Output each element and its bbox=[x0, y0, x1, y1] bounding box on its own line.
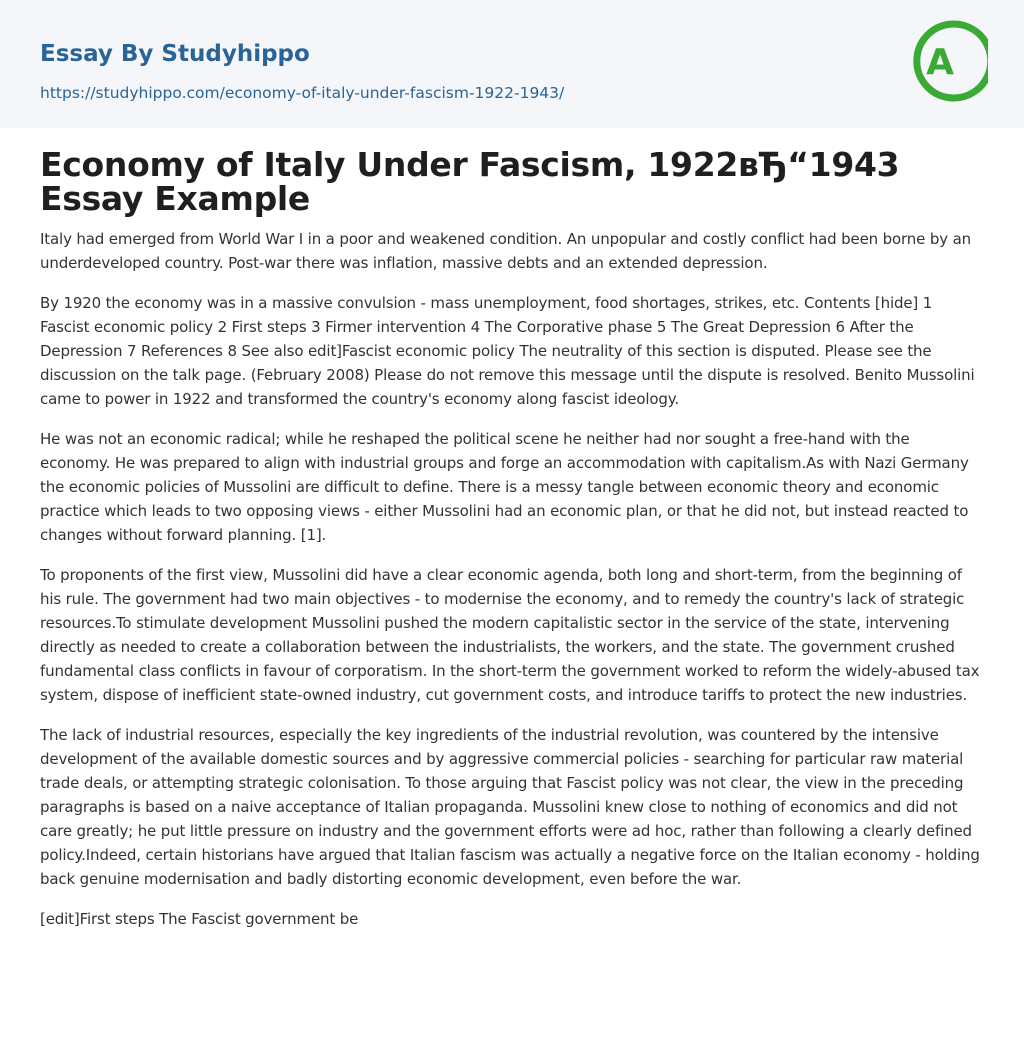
site-header bbox=[0, 0, 1024, 128]
logo-letter: A bbox=[926, 42, 954, 83]
source-url-link[interactable]: https://studyhippo.com/economy-of-italy-under-fascism-1922-1943/ bbox=[40, 84, 565, 102]
article-paragraph: The lack of industrial resources, especially the key ingredients of the industrial revolution, was countered by the intensive development of the available domestic sources and by aggressive commercial policies - searching for particular raw material trade deals, or attempting strategic colonisation. To those arguing that Fascist policy was not clear, the view in the preceding paragraphs is based on a naive acceptance of Italian propaganda. Mussolini knew close to nothing of economics and did not care greatly; he put little pressure on industry and the government efforts were ad hoc, rather than following a clearly defined policy.Indeed, certain historians have argued that Italian fascism was actually a negative force on the Italian economy - holding back genuine modernisation and badly distorting economic development, even before the war. bbox=[40, 726, 980, 888]
site-brand[interactable]: Essay By Studyhippo bbox=[40, 41, 310, 67]
article-paragraph: [edit]First steps The Fascist government be bbox=[40, 910, 359, 928]
article-paragraph: To proponents of the first view, Mussolini did have a clear economic agenda, both long and short-term, from the beginning of his rule. The government had two main objectives - to modernise the economy, and to remedy the country's lack of strategic resources.To stimulate development Mussolini pushed the modern capitalistic sector in the service of the state, intervening directly as needed to create a collaboration between the industrialists, the workers, and the state. The government crushed fundamental class conflicts in favour of corporatism. In the short-term the government worked to reform the widely-abused tax system, dispose of inefficient state-owned industry, cut government costs, and introduce tariffs to protect the new industries. bbox=[40, 566, 980, 704]
article-paragraph: He was not an economic radical; while he reshaped the political scene he neither had nor sought a free-hand with the economy. He was prepared to align with industrial groups and forge an accommodation with capitalism.As with Nazi Germany the economic policies of Mussolini are difficult to define. There is a messy tangle between economic theory and economic practice which leads to two opposing views - either Mussolini had an economic plan, or that he did not, but instead reacted to changes without forward planning. [1]. bbox=[40, 430, 969, 544]
article-paragraph: Italy had emerged from World War I in a poor and weakened condition. An unpopular and costly conflict had been borne by an underdeveloped country. Post-war there was inflation, massive debts and an extended depression. bbox=[40, 230, 971, 272]
article-body bbox=[0, 145, 1024, 931]
studyhippo-logo-icon[interactable] bbox=[912, 18, 988, 106]
article-paragraph: By 1920 the economy was in a massive convulsion - mass unemployment, food shortages, strikes, etc. Contents [hide] 1 Fascist economic policy 2 First steps 3 Firmer intervention 4 The Corporative phase 5 The Great Depression 6 After the Depression 7 References 8 See also edit]Fascist economic policy The neutrality of this section is disputed. Please see the discussion on the talk page. (February 2008) Please do not remove this message until the dispute is resolved. Benito Mussolini came to power in 1922 and transformed the country's economy along fascist ideology. bbox=[40, 294, 975, 408]
article-title: Economy of Italy Under Fascism, 1922вЂ“1943 Essay Example bbox=[40, 145, 900, 218]
